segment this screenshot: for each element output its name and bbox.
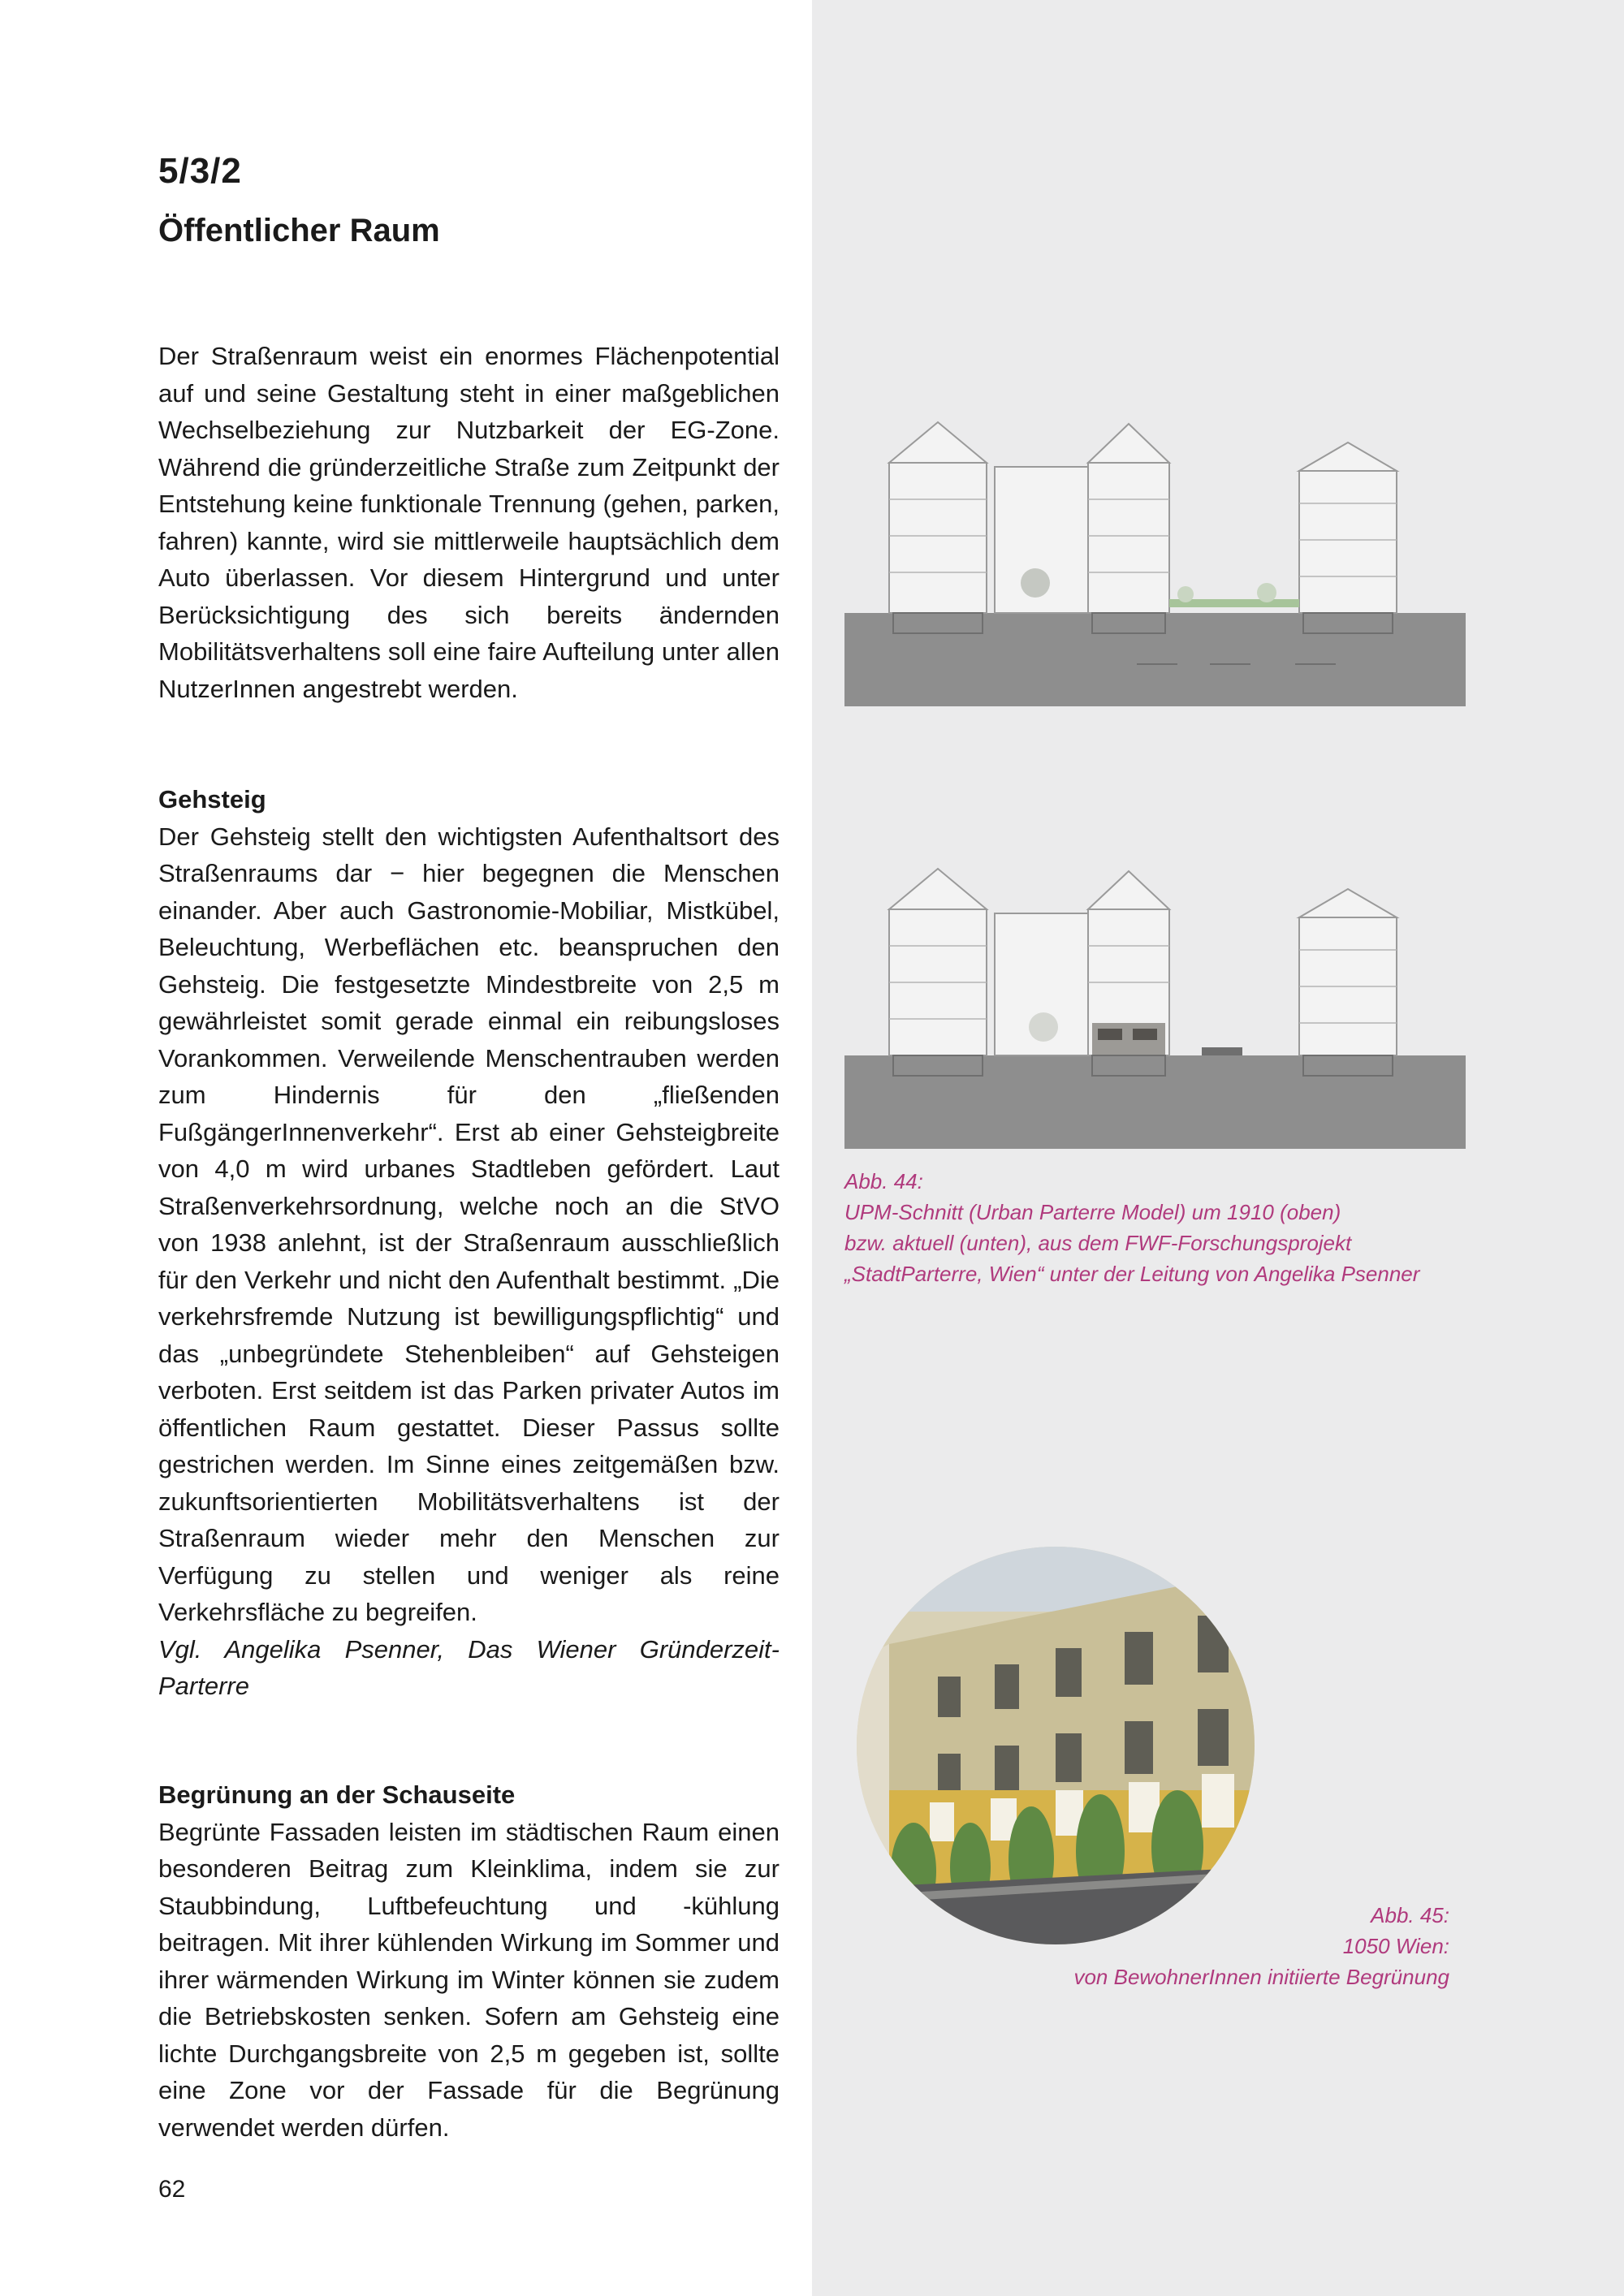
figure45-caption-label: Abb. 45: <box>1371 1903 1449 1927</box>
figure45-caption-line2: von BewohnerInnen initiierte Begrünung <box>1073 1965 1449 1989</box>
begruenung-section <box>158 1776 780 2146</box>
page-number: 62 <box>158 2176 186 2203</box>
section-title: Öffentlicher Raum <box>158 213 440 248</box>
figure44-caption-line3: „StadtParterre, Wien“ unter der Leitung von Angelika Psenner <box>844 1262 1420 1286</box>
greened-facade-photo <box>857 1547 1255 1944</box>
begruenung-text: Begrünte Fassaden leisten im städtischen Raum einen besonderen Beitrag zum Kleinklima, indem sie zur Staubbindung, Luftbefeuchtung und -kühlung beitragen. Mit ihrer kühlenden Wirkung im Sommer und ihrer wärmenden Wirkung im Winter können sie zudem die Betriebskosten senken. Sofern am Gehsteig eine lichte Durchgangsbreite von 2,5 m gegeben ist, sollte eine Zone vor der Fassade für die Begrünung verwendet werden dürfen. <box>158 1817 780 2142</box>
gehsteig-section <box>158 781 780 1705</box>
figure44-caption-line2: bzw. aktuell (unten), aus dem FWF-Forschungsprojekt <box>844 1231 1352 1255</box>
begruenung-heading: Begrünung an der Schauseite <box>158 1780 516 1809</box>
intro-paragraph <box>158 338 780 707</box>
figure44-caption-line1: UPM-Schnitt (Urban Parterre Model) um 1910 (oben) <box>844 1200 1341 1224</box>
ground-section <box>844 613 1466 706</box>
figure45-caption-line1: 1050 Wien: <box>1342 1934 1449 1958</box>
figure45-caption <box>1073 1900 1449 1992</box>
gehsteig-text: Der Gehsteig stellt den wichtigsten Aufenthaltsort des Straßenraums dar − hier begegnen die Menschen einander. Aber auch Gastronomie-Mobiliar, Mistkübel, Beleuchtung, Werbeflächen etc. beanspruchen den Gehsteig. Die festgesetzte Mindestbreite von 2,5 m gewährleistet somit gerade einmal ein reibungsloses Vorankommen. Verweilende Menschentrauben werden zum Hindernis für den „fließenden FußgängerInnenverkehr“. Erst ab einer Gehsteigbreite von 4,0 m wird urbanes Stadtleben gefördert. Laut Straßenverkehrsordnung, welche noch an die StVO von 1938 anlehnt, ist der Straßenraum ausschließlich für den Verkehr und nicht den Aufenthalt bestimmt. „Die verkehrsfremde Nutzung ist bewilligungspflichtig“ und das „unbegründete Stehenbleiben“ auf Gehsteigen verboten. Erst seitdem ist das Parken privater Autos im öffentlichen Raum gestattet. Dieser Passus sollte gestrichen werden. Im Sinne eines zeitgemäßen bzw. zukunftsorientierten Mobilitätsverhaltens ist der Straßenraum wieder mehr den Menschen zur Verfügung zu stellen und weniger als reine Verkehrsfläche zu begreifen. <box>158 822 780 1626</box>
figure44-caption <box>844 1166 1419 1289</box>
section-number: 5/3/2 <box>158 151 242 191</box>
figure44-caption-label: Abb. 44: <box>844 1169 923 1193</box>
section-drawing-current <box>844 848 1466 1149</box>
gehsteig-reference: Vgl. Angelika Psenner, Das Wiener Gründerzeit-Parterre <box>158 1634 780 1700</box>
section-drawing-1910 <box>844 406 1466 706</box>
gehsteig-heading: Gehsteig <box>158 785 266 814</box>
intro-text: Der Straßenraum weist ein enormes Flächenpotential auf und seine Gestaltung steht in einer maßgeblichen Wechselbeziehung zur Nutzbarkeit der EG-Zone. Während die gründerzeitliche Straße zum Zeitpunkt der Entstehung keine funktionale Trennung (gehen, parken, fahren) kannte, wird sie mittlerweile hauptsächlich dem Auto überlassen. Vor diesem Hintergrund und unter Berücksichtigung des sich bereits ändernden Mobilitätsverhaltens soll eine faire Aufteilung unter allen NutzerInnen angestrebt werden. <box>158 342 780 703</box>
ground-section <box>844 1055 1466 1149</box>
